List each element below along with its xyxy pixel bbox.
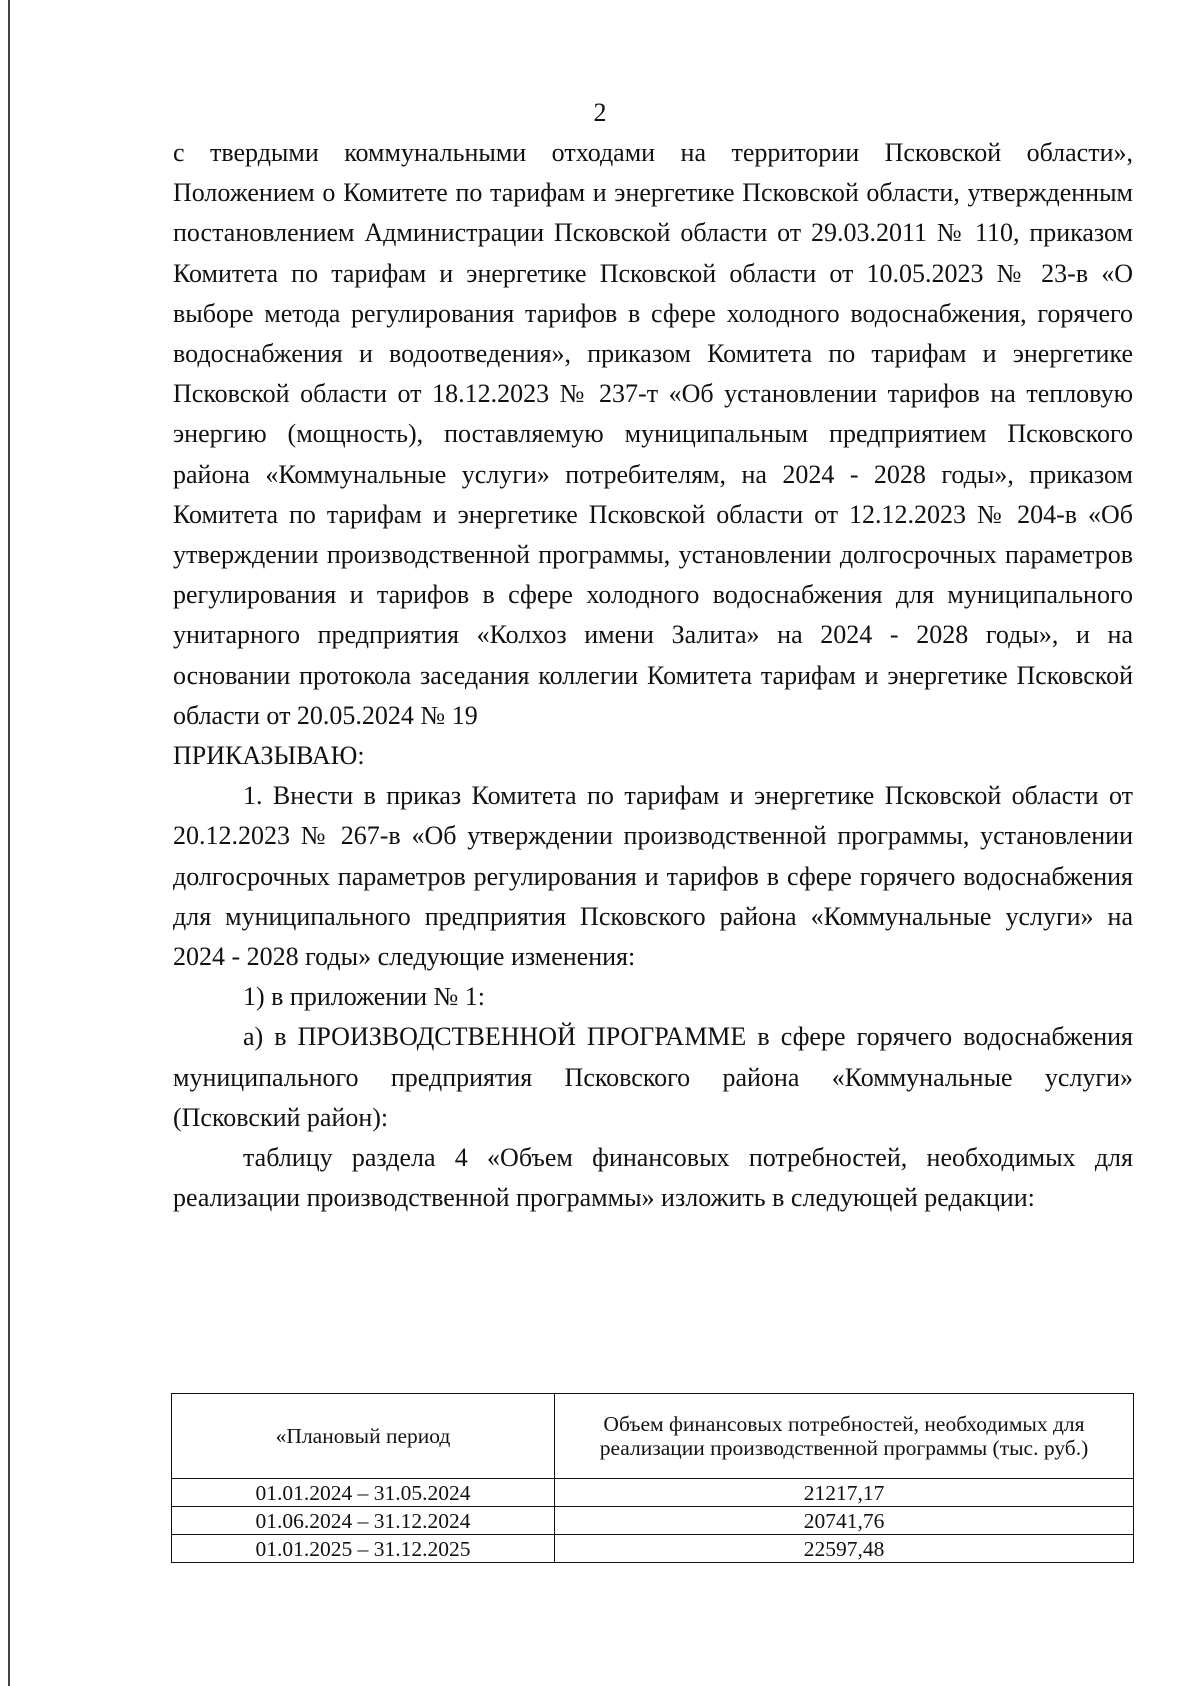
- paragraph-legal-basis: с твердыми коммунальными отходами на территории Псковской области», Положением о Комитете по тарифам и энергетике Псковской области, утвержденным постановлением Администрации Псковской области от 29.03.2011 № 110, приказом Комитета по тарифам и энергетике Псковской области от 10.05.2023 № 23-в «О выборе метода регулирования тарифов в сфере холодного водоснабжения, горячего водоснабжения и водоотведения», приказом Комитета по тарифам и энергетике Псковской области от 18.12.2023 № 237-т «Об установлении тарифов на тепловую энергию (мощность), поставляемую муниципальным предприятием Псковского района «Коммунальные услуги» потребителям, на 2024 - 2028 годы», приказом Комитета по тарифам и энергетике Псковской области от 12.12.2023 № 204-в «Об утверждении производственной программы, установлении долгосрочных параметров регулирования и тарифов в сфере холодного водоснабжения для муниципального унитарного предприятия «Колхоз имени Залита» на 2024 - 2028 годы», и на основании протокола заседания коллегии Комитета тарифам и энергетике Псковской области от 20.05.2024 № 19: [173, 138, 1133, 730]
- page-number: 2: [593, 98, 607, 127]
- scan-edge-line: [8, 0, 10, 1686]
- table-row: [172, 1479, 1134, 1507]
- paragraph-subitem-a: а) в ПРОИЗВОДСТВЕННОЙ ПРОГРАММЕ в сфере горячего водоснабжения муниципального предприятия Псковского района «Коммунальные услуги» (Псковский район):: [173, 1022, 1133, 1132]
- cell-amount: 22597,48: [555, 1535, 1134, 1563]
- header-planned-period: «Плановый период: [172, 1394, 555, 1479]
- financial-needs-table: [171, 1393, 1134, 1563]
- table-row: [172, 1507, 1134, 1535]
- paragraph-table-intro: таблицу раздела 4 «Объем финансовых потребностей, необходимых для реализации производственной программы» изложить в следующей редакции:: [173, 1143, 1133, 1213]
- order-heading: ПРИКАЗЫВАЮ:: [173, 741, 365, 771]
- cell-amount: 20741,76: [555, 1507, 1134, 1535]
- paragraph-subitem-1: 1) в приложении № 1:: [243, 982, 486, 1012]
- cell-amount: 21217,17: [555, 1479, 1134, 1507]
- document-body: [173, 133, 1133, 1218]
- cell-period: 01.01.2025 – 31.12.2025: [172, 1535, 555, 1563]
- table-header-row: [172, 1394, 1134, 1479]
- cell-period: 01.06.2024 – 31.12.2024: [172, 1507, 555, 1535]
- header-financial-volume: Объем финансовых потребностей, необходимых для реализации производственной программы (тыс. руб.): [555, 1394, 1134, 1479]
- cell-period: 01.01.2024 – 31.05.2024: [172, 1479, 555, 1507]
- table-row: [172, 1535, 1134, 1563]
- paragraph-item-1: 1. Внести в приказ Комитета по тарифам и энергетике Псковской области от 20.12.2023 № 267-в «Об утверждении производственной программы, установлении долгосрочных параметров регулирования и тарифов в сфере горячего водоснабжения для муниципального предприятия Псковского района «Коммунальные услуги» на 2024 - 2028 годы» следующие изменения:: [173, 781, 1133, 972]
